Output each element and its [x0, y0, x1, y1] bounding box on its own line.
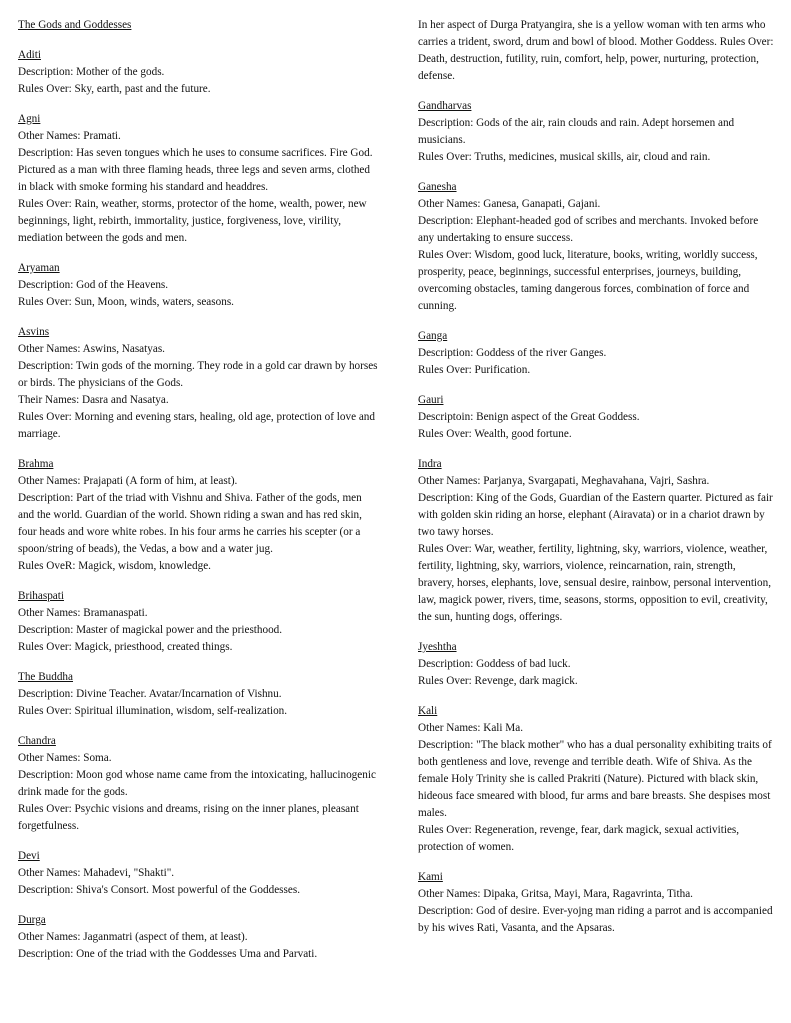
deity-entry-jyeshtha [418, 639, 774, 690]
deity-entry-the-buddha [18, 669, 380, 720]
deity-name: The Buddha [18, 671, 73, 683]
left-entries [18, 47, 380, 963]
deity-entry-kali [418, 703, 774, 856]
deity-entry-aryaman [18, 260, 380, 311]
deity-entry-kami [418, 869, 774, 937]
deity-entry-chandra [18, 733, 380, 835]
durga-continuation [418, 17, 774, 85]
deity-entry-aditi [18, 47, 380, 98]
durga-continuation-rules: Rules Over: Death, destruction, futility, ruin, comfort, help, power, nurturing, protection, defense. [418, 36, 774, 82]
right-entries [418, 98, 774, 937]
deity-name: Agni [18, 113, 41, 125]
deity-name: Gandharvas [418, 100, 472, 112]
deity-detail-line: Rules Over: Magick, priesthood, created things. [18, 641, 233, 653]
deity-detail-line: Rules Over: War, weather, fertility, lightning, sky, warriors, violence, weather, fertility, lightning, sky, warriors, violence, reincarnation, rain, strength, bravery, horses, elephants, love, sensual desire, rainbow, personal intervention, law, magick power, rivers, time, seasons, storms, opposition to evil, creativity, the sun, hunting dogs, offerings. [418, 543, 772, 623]
deity-detail-line: Other Names: Mahadevi, "Shakti". [18, 867, 175, 879]
deity-name: Ganga [418, 330, 448, 342]
deity-name: Brihaspati [18, 590, 64, 602]
deity-detail-line: Rules Over: Revenge, dark magick. [418, 675, 578, 687]
deity-detail-line: Description: Twin gods of the morning. They rode in a gold car drawn by horses or birds. The physicians of the Gods. [18, 360, 378, 389]
deity-entry-durga [18, 912, 380, 963]
deity-name: Chandra [18, 735, 56, 747]
deity-name: Gauri [418, 394, 444, 406]
deity-detail-line: Description: Shiva's Consort. Most powerful of the Goddesses. [18, 884, 300, 896]
deity-detail-line: Other Names: Prajapati (A form of him, at least). [18, 475, 238, 487]
deity-detail-line: Description: King of the Gods, Guardian of the Eastern quarter. Pictured as fair with golden skin riding an horse, elephant (Airavata) or in a chariot drawn by two tawy horses. [418, 492, 773, 538]
deity-detail-line: Description: Goddess of the river Ganges. [418, 347, 607, 359]
document-title: The Gods and Goddesses [18, 19, 132, 31]
deity-detail-line: Rules Over: Wealth, good fortune. [418, 428, 572, 440]
deity-entry-ganesha [418, 179, 774, 315]
deity-detail-line: Rules Over: Psychic visions and dreams, rising on the inner planes, pleasant forgetfulness. [18, 803, 359, 832]
deity-detail-line: Other Names: Dipaka, Gritsa, Mayi, Mara, Ragavrinta, Titha. [418, 888, 693, 900]
deity-name: Durga [18, 914, 46, 926]
deity-detail-line: Description: Moon god whose name came from the intoxicating, hallucinogenic drink made for the gods. [18, 769, 376, 798]
deity-name: Indra [418, 458, 442, 470]
deity-detail-line: Description: God of the Heavens. [18, 279, 169, 291]
deity-entry-asvins [18, 324, 380, 443]
deity-detail-line: Rules Over: Spiritual illumination, wisdom, self-realization. [18, 705, 288, 717]
deity-detail-line: Rules Over: Wisdom, good luck, literature, books, writing, worldly success, prosperity, peace, beginnings, successful enterprises, journeys, building, overcoming obstacles, taming dangerous forces, combination of force and cunning. [418, 249, 758, 312]
deity-name: Devi [18, 850, 40, 862]
deity-detail-line: Description: Part of the triad with Vishnu and Shiva. Father of the gods, men and the world. Guardian of the world. Shown riding a swan and has red skin, four heads and wore white robes. In his four arms he carries his scepter (or a spoon/string of beads), the Vedas, a bow and a water jug. [18, 492, 362, 555]
deity-entry-gauri [418, 392, 774, 443]
left-column [18, 17, 380, 976]
deity-detail-line: Rules Over: Sun, Moon, winds, waters, seasons. [18, 296, 234, 308]
deity-detail-line: Description: Divine Teacher. Avatar/Incarnation of Vishnu. [18, 688, 282, 700]
deity-detail-line: Description: Gods of the air, rain clouds and rain. Adept horsemen and musicians. [418, 117, 735, 146]
deity-entry-agni [18, 111, 380, 247]
deity-detail-line: Description: Mother of the gods. [18, 66, 165, 78]
deity-detail-line: Description: Has seven tongues which he uses to consume sacrifices. Fire God. Pictured as a man with three flaming heads, three legs and seven arms, clothed in black with smoke forming his standard and headdres. [18, 147, 373, 193]
deity-name: Brahma [18, 458, 54, 470]
deity-entry-gandharvas [418, 98, 774, 166]
deity-detail-line: Other Names: Soma. [18, 752, 112, 764]
deity-detail-line: Other Names: Jaganmatri (aspect of them, at least). [18, 931, 248, 943]
deity-name: Kali [418, 705, 438, 717]
deity-name: Asvins [18, 326, 50, 338]
right-column [418, 17, 774, 950]
deity-detail-line: Rules Over: Morning and evening stars, healing, old age, protection of love and marriage. [18, 411, 375, 440]
deity-entry-indra [418, 456, 774, 626]
deity-detail-line: Other Names: Parjanya, Svargapati, Meghavahana, Vajri, Sashra. [418, 475, 710, 487]
deity-name: Jyeshtha [418, 641, 457, 653]
deity-entry-ganga [418, 328, 774, 379]
deity-detail-line: Other Names: Aswins, Nasatyas. [18, 343, 165, 355]
deity-name: Ganesha [418, 181, 457, 193]
deity-name: Aditi [18, 49, 41, 61]
deity-entry-brihaspati [18, 588, 380, 656]
deity-detail-line: Rules Over: Rain, weather, storms, protector of the home, wealth, power, new beginnings, light, rebirth, immortality, justice, forgiveness, love, virility, mediation between the gods and men. [18, 198, 367, 244]
deity-detail-line: Rules Over: Truths, medicines, musical skills, air, cloud and rain. [418, 151, 711, 163]
deity-entry-brahma [18, 456, 380, 575]
deity-detail-line: Description: "The black mother" who has a dual personality exhibiting traits of both gentleness and love, revenge and terrible death. Wife of Shiva. As the female Holy Trinity she is called Prakriti (Nature). Pictured with black skin, hideous face smeared with blood, fur arms and bare breasts. She despises most males. [418, 739, 772, 819]
deity-entry-devi [18, 848, 380, 899]
deity-detail-line: Descriptoin: Benign aspect of the Great Goddess. [418, 411, 640, 423]
deity-detail-line: Rules OveR: Magick, wisdom, knowledge. [18, 560, 211, 572]
deity-name: Kami [418, 871, 443, 883]
deity-detail-line: Description: God of desire. Ever-yojng man riding a parrot and is accompanied by his wives Rati, Vasanta, and the Apsaras. [418, 905, 773, 934]
deity-detail-line: Description: Goddess of bad luck. [418, 658, 571, 670]
deity-detail-line: Other Names: Bramanaspati. [18, 607, 148, 619]
deity-detail-line: Description: Elephant-headed god of scribes and merchants. Invoked before any undertaking to ensure success. [418, 215, 759, 244]
deity-detail-line: Description: Master of magickal power and the priesthood. [18, 624, 283, 636]
deity-detail-line: Rules Over: Sky, earth, past and the future. [18, 83, 211, 95]
deity-detail-line: Rules Over: Regeneration, revenge, fear, dark magick, sexual activities, protection of women. [418, 824, 740, 853]
durga-continuation-description: In her aspect of Durga Pratyangira, she is a yellow woman with ten arms who carries a trident, sword, drum and bowl of blood. Mother Goddess. [418, 19, 766, 48]
deity-detail-line: Their Names: Dasra and Nasatya. [18, 394, 169, 406]
deity-detail-line: Other Names: Kali Ma. [418, 722, 524, 734]
deity-detail-line: Rules Over: Purification. [418, 364, 531, 376]
deity-name: Aryaman [18, 262, 60, 274]
deity-detail-line: Description: One of the triad with the Goddesses Uma and Parvati. [18, 948, 318, 960]
deity-detail-line: Other Names: Pramati. [18, 130, 121, 142]
deity-detail-line: Other Names: Ganesa, Ganapati, Gajani. [418, 198, 601, 210]
